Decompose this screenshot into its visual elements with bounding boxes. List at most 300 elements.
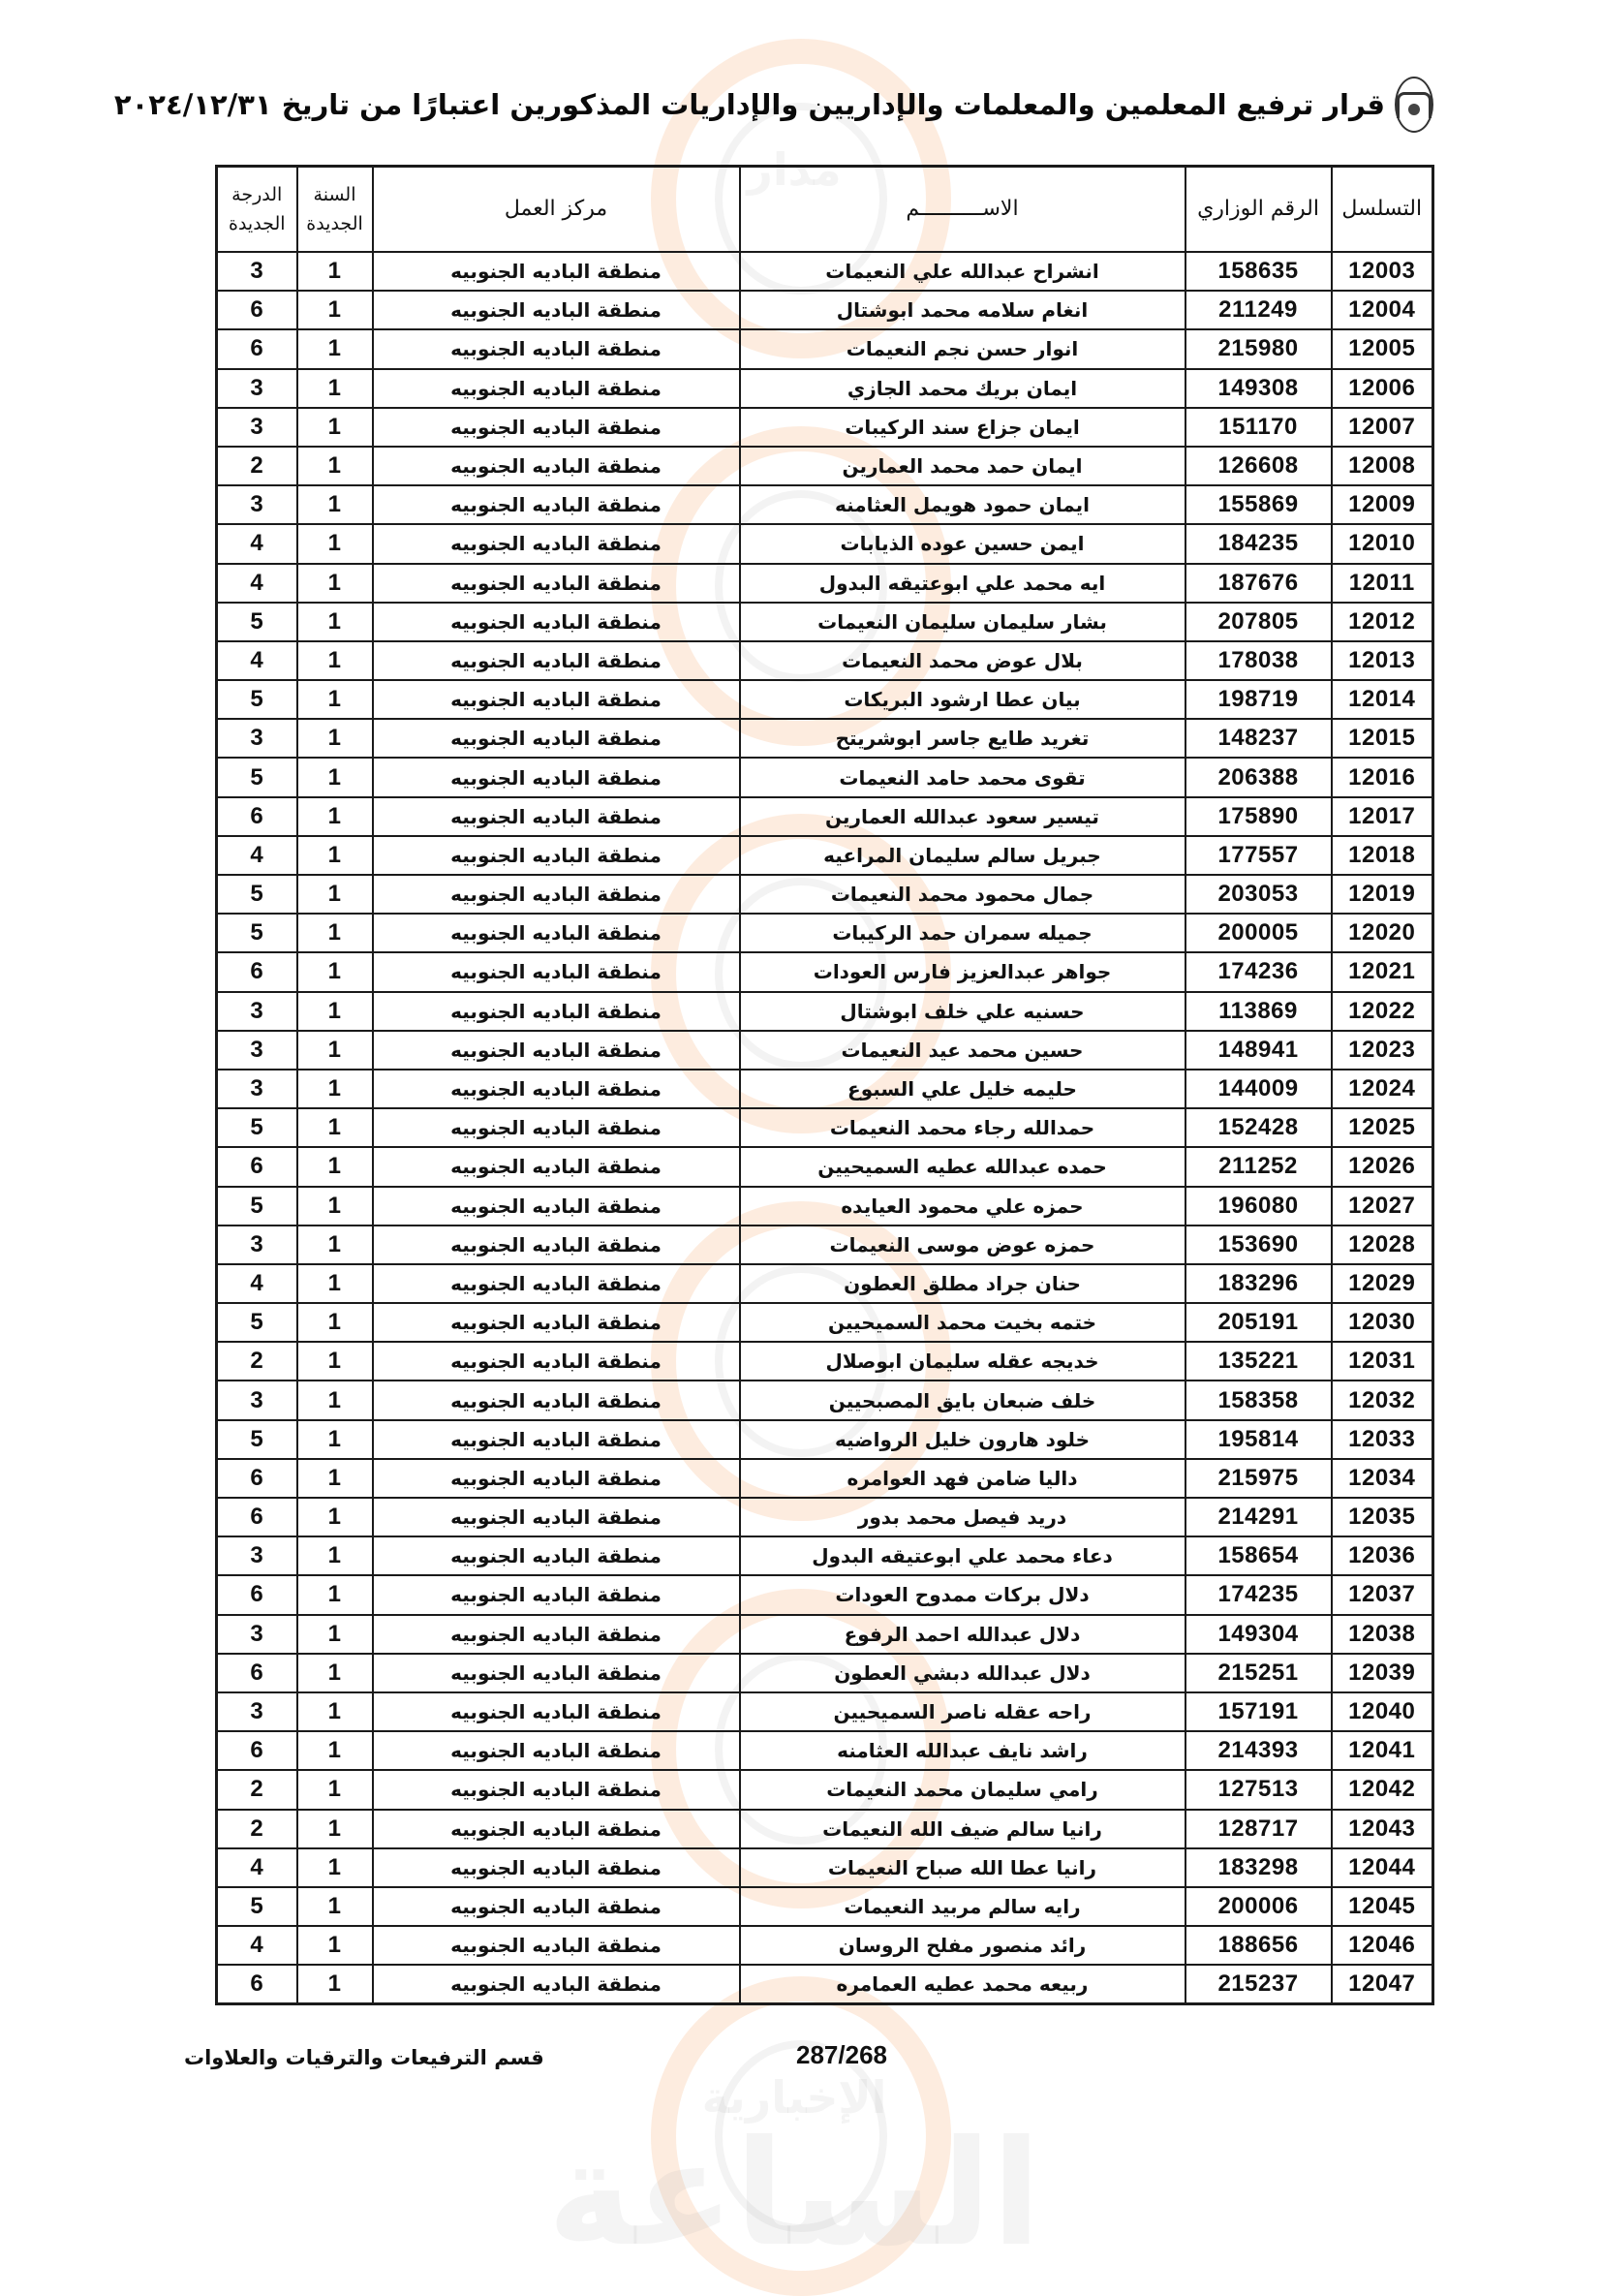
cell-name: رامي سليمان محمد النعيمات — [740, 1770, 1185, 1809]
column-header-new-year: السنة الجديدة — [297, 167, 373, 253]
cell-serial: 12045 — [1332, 1887, 1433, 1926]
cell-work-center: منطقة الباديه الجنوبيه — [373, 564, 740, 603]
cell-work-center: منطقة الباديه الجنوبيه — [373, 329, 740, 368]
cell-new-year: 1 — [297, 524, 373, 563]
department-name: قسم الترفيعات والترقيات والعلاوات — [184, 2046, 544, 2069]
cell-work-center: منطقة الباديه الجنوبيه — [373, 408, 740, 447]
cell-serial: 12040 — [1332, 1692, 1433, 1731]
cell-name: بشار سليمان سليمان النعيمات — [740, 603, 1185, 641]
table-row — [217, 1226, 1433, 1264]
cell-name: حسنيه علي خلف ابوشتال — [740, 992, 1185, 1031]
table-row — [217, 1342, 1433, 1381]
cell-ministry-number: 113869 — [1185, 992, 1332, 1031]
cell-new-year: 1 — [297, 1692, 373, 1731]
cell-work-center: منطقة الباديه الجنوبيه — [373, 1887, 740, 1926]
cell-name: ايه محمد علي ابوعتيقه البدول — [740, 564, 1185, 603]
cell-work-center: منطقة الباديه الجنوبيه — [373, 875, 740, 914]
cell-serial: 12012 — [1332, 603, 1433, 641]
table-row — [217, 564, 1433, 603]
cell-ministry-number: 148941 — [1185, 1031, 1332, 1070]
cell-ministry-number: 177557 — [1185, 836, 1332, 875]
cell-work-center: منطقة الباديه الجنوبيه — [373, 1342, 740, 1381]
cell-serial: 12029 — [1332, 1264, 1433, 1303]
cell-new-grade: 4 — [217, 1848, 297, 1887]
table-row — [217, 369, 1433, 408]
cell-new-grade: 5 — [217, 758, 297, 796]
cell-name: انشراح عبدالله علي النعيمات — [740, 252, 1185, 291]
promotions-table-wrapper — [215, 165, 1432, 2005]
cell-ministry-number: 158654 — [1185, 1536, 1332, 1575]
column-header-ministry-number: الرقم الوزاري — [1185, 167, 1332, 253]
cell-new-grade: 3 — [217, 408, 297, 447]
cell-new-grade: 3 — [217, 992, 297, 1031]
cell-ministry-number: 158635 — [1185, 252, 1332, 291]
cell-work-center: منطقة الباديه الجنوبيه — [373, 719, 740, 758]
cell-new-year: 1 — [297, 641, 373, 680]
cell-new-year: 1 — [297, 1459, 373, 1498]
cell-work-center: منطقة الباديه الجنوبيه — [373, 1108, 740, 1147]
cell-serial: 12009 — [1332, 485, 1433, 524]
table-row — [217, 914, 1433, 952]
cell-new-grade: 3 — [217, 1536, 297, 1575]
cell-name: حمزه علي محمود العيايده — [740, 1187, 1185, 1226]
cell-name: راحه عقله ناصر السميحيين — [740, 1692, 1185, 1731]
cell-new-year: 1 — [297, 1031, 373, 1070]
cell-new-year: 1 — [297, 291, 373, 329]
cell-new-year: 1 — [297, 1536, 373, 1575]
cell-serial: 12005 — [1332, 329, 1433, 368]
cell-serial: 12007 — [1332, 408, 1433, 447]
cell-ministry-number: 206388 — [1185, 758, 1332, 796]
table-row — [217, 1459, 1433, 1498]
cell-serial: 12033 — [1332, 1420, 1433, 1459]
cell-new-grade: 5 — [217, 1420, 297, 1459]
cell-ministry-number: 200006 — [1185, 1887, 1332, 1926]
cell-work-center: منطقة الباديه الجنوبيه — [373, 1965, 740, 2004]
cell-new-year: 1 — [297, 1226, 373, 1264]
cell-new-grade: 4 — [217, 641, 297, 680]
cell-serial: 12004 — [1332, 291, 1433, 329]
cell-new-grade: 3 — [217, 1692, 297, 1731]
cell-new-year: 1 — [297, 1770, 373, 1809]
cell-name: حمدالله رجاء محمد النعيمات — [740, 1108, 1185, 1147]
column-header-name: الاســــــــــم — [740, 167, 1185, 253]
table-row — [217, 1848, 1433, 1887]
cell-work-center: منطقة الباديه الجنوبيه — [373, 1147, 740, 1186]
cell-new-year: 1 — [297, 408, 373, 447]
cell-new-year: 1 — [297, 1187, 373, 1226]
cell-work-center: منطقة الباديه الجنوبيه — [373, 797, 740, 836]
cell-work-center: منطقة الباديه الجنوبيه — [373, 1226, 740, 1264]
cell-ministry-number: 215237 — [1185, 1965, 1332, 2004]
document-footer — [184, 2040, 1153, 2085]
cell-name: انغام سلامه محمد ابوشتال — [740, 291, 1185, 329]
cell-new-year: 1 — [297, 1731, 373, 1770]
cell-new-grade: 6 — [217, 1147, 297, 1186]
cell-name: خلف ضبعان بايق المصبحيين — [740, 1381, 1185, 1419]
cell-new-grade: 2 — [217, 447, 297, 485]
watermark-clock-icon — [651, 1976, 951, 2296]
cell-new-grade: 5 — [217, 875, 297, 914]
cell-work-center: منطقة الباديه الجنوبيه — [373, 1615, 740, 1654]
table-row — [217, 1420, 1433, 1459]
cell-ministry-number: 214393 — [1185, 1731, 1332, 1770]
table-row — [217, 1615, 1433, 1654]
cell-name: دعاء محمد علي ابوعتيقه البدول — [740, 1536, 1185, 1575]
table-header-row — [217, 167, 1433, 253]
cell-ministry-number: 151170 — [1185, 408, 1332, 447]
table-row — [217, 1264, 1433, 1303]
cell-name: ختمه بخيت محمد السميحيين — [740, 1303, 1185, 1342]
cell-ministry-number: 183298 — [1185, 1848, 1332, 1887]
cell-ministry-number: 188656 — [1185, 1926, 1332, 1965]
cell-name: جبريل سالم سليمان المراعيه — [740, 836, 1185, 875]
cell-work-center: منطقة الباديه الجنوبيه — [373, 1848, 740, 1887]
cell-serial: 12022 — [1332, 992, 1433, 1031]
cell-serial: 12006 — [1332, 369, 1433, 408]
cell-new-grade: 3 — [217, 1070, 297, 1108]
column-header-serial: التسلسل — [1332, 167, 1433, 253]
cell-work-center: منطقة الباديه الجنوبيه — [373, 447, 740, 485]
cell-new-grade: 6 — [217, 1498, 297, 1536]
table-row — [217, 719, 1433, 758]
cell-serial: 12003 — [1332, 252, 1433, 291]
cell-new-year: 1 — [297, 1303, 373, 1342]
cell-serial: 12046 — [1332, 1926, 1433, 1965]
cell-work-center: منطقة الباديه الجنوبيه — [373, 485, 740, 524]
cell-new-grade: 3 — [217, 369, 297, 408]
cell-name: انوار حسن نجم النعيمات — [740, 329, 1185, 368]
cell-name: بلال عوض محمد النعيمات — [740, 641, 1185, 680]
cell-serial: 12035 — [1332, 1498, 1433, 1536]
cell-ministry-number: 126608 — [1185, 447, 1332, 485]
cell-name: دلال بركات ممدوح العودات — [740, 1575, 1185, 1614]
table-row — [217, 329, 1433, 368]
cell-serial: 12018 — [1332, 836, 1433, 875]
cell-serial: 12013 — [1332, 641, 1433, 680]
cell-new-year: 1 — [297, 252, 373, 291]
cell-work-center: منطقة الباديه الجنوبيه — [373, 1031, 740, 1070]
cell-new-grade: 4 — [217, 524, 297, 563]
cell-ministry-number: 127513 — [1185, 1770, 1332, 1809]
table-body — [217, 252, 1433, 2004]
cell-serial: 12011 — [1332, 564, 1433, 603]
cell-ministry-number: 149304 — [1185, 1615, 1332, 1654]
cell-ministry-number: 200005 — [1185, 914, 1332, 952]
cell-work-center: منطقة الباديه الجنوبيه — [373, 603, 740, 641]
cell-new-grade: 3 — [217, 1615, 297, 1654]
cell-serial: 12034 — [1332, 1459, 1433, 1498]
cell-name: تغريد طايع جاسر ابوشريتح — [740, 719, 1185, 758]
cell-name: رانيا عطا الله صباح النعيمات — [740, 1848, 1185, 1887]
cell-work-center: منطقة الباديه الجنوبيه — [373, 914, 740, 952]
cell-new-grade: 5 — [217, 603, 297, 641]
table-row — [217, 1770, 1433, 1809]
cell-new-grade: 5 — [217, 1303, 297, 1342]
cell-work-center: منطقة الباديه الجنوبيه — [373, 1264, 740, 1303]
cell-new-year: 1 — [297, 758, 373, 796]
cell-serial: 12041 — [1332, 1731, 1433, 1770]
cell-name: رايه سالم مربيد النعيمات — [740, 1887, 1185, 1926]
cell-new-year: 1 — [297, 836, 373, 875]
table-row — [217, 641, 1433, 680]
cell-serial: 12024 — [1332, 1070, 1433, 1108]
cell-work-center: منطقة الباديه الجنوبيه — [373, 992, 740, 1031]
cell-new-year: 1 — [297, 329, 373, 368]
cell-work-center: منطقة الباديه الجنوبيه — [373, 1420, 740, 1459]
cell-work-center: منطقة الباديه الجنوبيه — [373, 1810, 740, 1848]
table-row — [217, 1536, 1433, 1575]
cell-work-center: منطقة الباديه الجنوبيه — [373, 291, 740, 329]
cell-new-year: 1 — [297, 719, 373, 758]
page-number: 287/268 — [796, 2040, 887, 2069]
cell-name: ايمان حمد محمد العمارين — [740, 447, 1185, 485]
cell-new-year: 1 — [297, 992, 373, 1031]
cell-ministry-number: 155869 — [1185, 485, 1332, 524]
cell-serial: 12016 — [1332, 758, 1433, 796]
cell-ministry-number: 211252 — [1185, 1147, 1332, 1186]
cell-work-center: منطقة الباديه الجنوبيه — [373, 1498, 740, 1536]
cell-name: خلود هارون خليل الرواضيه — [740, 1420, 1185, 1459]
cell-serial: 12036 — [1332, 1536, 1433, 1575]
table-row — [217, 680, 1433, 719]
cell-name: دلال عبدالله احمد الرفوع — [740, 1615, 1185, 1654]
cell-ministry-number: 215251 — [1185, 1654, 1332, 1692]
cell-ministry-number: 174236 — [1185, 952, 1332, 991]
watermark-text: مدار — [747, 143, 842, 196]
cell-new-year: 1 — [297, 1654, 373, 1692]
cell-serial: 12043 — [1332, 1810, 1433, 1848]
cell-ministry-number: 207805 — [1185, 603, 1332, 641]
cell-new-grade: 3 — [217, 1381, 297, 1419]
cell-serial: 12025 — [1332, 1108, 1433, 1147]
cell-new-year: 1 — [297, 680, 373, 719]
cell-new-year: 1 — [297, 1926, 373, 1965]
cell-work-center: منطقة الباديه الجنوبيه — [373, 1926, 740, 1965]
cell-name: حمزه عوض موسى النعيمات — [740, 1226, 1185, 1264]
cell-ministry-number: 196080 — [1185, 1187, 1332, 1226]
cell-ministry-number: 178038 — [1185, 641, 1332, 680]
cell-new-year: 1 — [297, 1965, 373, 2004]
cell-new-grade: 5 — [217, 680, 297, 719]
cell-new-year: 1 — [297, 952, 373, 991]
cell-ministry-number: 158358 — [1185, 1381, 1332, 1419]
table-row — [217, 1031, 1433, 1070]
table-row — [217, 836, 1433, 875]
cell-new-grade: 5 — [217, 914, 297, 952]
table-row — [217, 1926, 1433, 1965]
cell-ministry-number: 205191 — [1185, 1303, 1332, 1342]
cell-name: حمده عبدالله عطيه السميحيين — [740, 1147, 1185, 1186]
cell-new-year: 1 — [297, 1420, 373, 1459]
cell-name: ايمن حسين عوده الذيابات — [740, 524, 1185, 563]
table-row — [217, 524, 1433, 563]
cell-new-grade: 3 — [217, 485, 297, 524]
table-row — [217, 1575, 1433, 1614]
cell-new-year: 1 — [297, 447, 373, 485]
cell-serial: 12039 — [1332, 1654, 1433, 1692]
cell-new-grade: 5 — [217, 1887, 297, 1926]
cell-new-year: 1 — [297, 369, 373, 408]
cell-new-year: 1 — [297, 1070, 373, 1108]
cell-new-year: 1 — [297, 875, 373, 914]
cell-ministry-number: 128717 — [1185, 1810, 1332, 1848]
cell-new-grade: 6 — [217, 797, 297, 836]
cell-new-grade: 4 — [217, 1264, 297, 1303]
table-row — [217, 1108, 1433, 1147]
cell-work-center: منطقة الباديه الجنوبيه — [373, 680, 740, 719]
cell-new-year: 1 — [297, 1342, 373, 1381]
cell-name: داليا ضامن فهد العوامره — [740, 1459, 1185, 1498]
cell-work-center: منطقة الباديه الجنوبيه — [373, 1303, 740, 1342]
cell-work-center: منطقة الباديه الجنوبيه — [373, 836, 740, 875]
table-row — [217, 485, 1433, 524]
cell-serial: 12026 — [1332, 1147, 1433, 1186]
cell-serial: 12017 — [1332, 797, 1433, 836]
cell-serial: 12042 — [1332, 1770, 1433, 1809]
cell-name: تيسير سعود عبدالله العمارين — [740, 797, 1185, 836]
cell-serial: 12028 — [1332, 1226, 1433, 1264]
cell-ministry-number: 214291 — [1185, 1498, 1332, 1536]
cell-new-year: 1 — [297, 1381, 373, 1419]
cell-name: بيان عطا ارشود البريكات — [740, 680, 1185, 719]
cell-name: راشد نايف عبدالله العثامنه — [740, 1731, 1185, 1770]
cell-ministry-number: 144009 — [1185, 1070, 1332, 1108]
cell-ministry-number: 198719 — [1185, 680, 1332, 719]
cell-new-grade: 2 — [217, 1810, 297, 1848]
cell-ministry-number: 153690 — [1185, 1226, 1332, 1264]
table-row — [217, 1654, 1433, 1692]
cell-work-center: منطقة الباديه الجنوبيه — [373, 252, 740, 291]
cell-new-grade: 4 — [217, 564, 297, 603]
cell-work-center: منطقة الباديه الجنوبيه — [373, 758, 740, 796]
cell-new-grade: 6 — [217, 1731, 297, 1770]
cell-serial: 12014 — [1332, 680, 1433, 719]
table-row — [217, 1965, 1433, 2004]
cell-work-center: منطقة الباديه الجنوبيه — [373, 1187, 740, 1226]
cell-name: حنان جراد مطلق العطون — [740, 1264, 1185, 1303]
cell-ministry-number: 175890 — [1185, 797, 1332, 836]
cell-new-year: 1 — [297, 485, 373, 524]
table-row — [217, 758, 1433, 796]
cell-name: جمال محمود محمد النعيمات — [740, 875, 1185, 914]
cell-new-grade: 6 — [217, 1965, 297, 2004]
cell-ministry-number: 211249 — [1185, 291, 1332, 329]
cell-work-center: منطقة الباديه الجنوبيه — [373, 1536, 740, 1575]
cell-new-year: 1 — [297, 1264, 373, 1303]
cell-serial: 12010 — [1332, 524, 1433, 563]
cell-ministry-number: 195814 — [1185, 1420, 1332, 1459]
cell-name: جواهر عبدالعزيز فارس العودات — [740, 952, 1185, 991]
table-row — [217, 1887, 1433, 1926]
cell-serial: 12030 — [1332, 1303, 1433, 1342]
cell-new-grade: 6 — [217, 952, 297, 991]
cell-name: ايمان جزاع سند الركيبات — [740, 408, 1185, 447]
cell-ministry-number: 152428 — [1185, 1108, 1332, 1147]
cell-name: ربيعه محمد عطيه العمامره — [740, 1965, 1185, 2004]
cell-new-year: 1 — [297, 1887, 373, 1926]
cell-serial: 12015 — [1332, 719, 1433, 758]
cell-serial: 12031 — [1332, 1342, 1433, 1381]
cell-name: ايمان حمود هويمل العثامنه — [740, 485, 1185, 524]
cell-ministry-number: 184235 — [1185, 524, 1332, 563]
cell-new-grade: 6 — [217, 1459, 297, 1498]
cell-serial: 12023 — [1332, 1031, 1433, 1070]
cell-work-center: منطقة الباديه الجنوبيه — [373, 952, 740, 991]
cell-serial: 12032 — [1332, 1381, 1433, 1419]
cell-serial: 12027 — [1332, 1187, 1433, 1226]
cell-ministry-number: 174235 — [1185, 1575, 1332, 1614]
table-row — [217, 603, 1433, 641]
table-row — [217, 447, 1433, 485]
cell-new-grade: 5 — [217, 1187, 297, 1226]
cell-serial: 12008 — [1332, 447, 1433, 485]
cell-new-year: 1 — [297, 1147, 373, 1186]
cell-serial: 12019 — [1332, 875, 1433, 914]
cell-work-center: منطقة الباديه الجنوبيه — [373, 369, 740, 408]
cell-new-grade: 2 — [217, 1342, 297, 1381]
cell-new-grade: 3 — [217, 1031, 297, 1070]
cell-work-center: منطقة الباديه الجنوبيه — [373, 1381, 740, 1419]
table-row — [217, 992, 1433, 1031]
cell-work-center: منطقة الباديه الجنوبيه — [373, 1692, 740, 1731]
table-row — [217, 1070, 1433, 1108]
cell-new-grade: 3 — [217, 252, 297, 291]
ministry-emblem-icon — [1395, 77, 1433, 133]
cell-ministry-number: 215975 — [1185, 1459, 1332, 1498]
table-row — [217, 291, 1433, 329]
table-row — [217, 952, 1433, 991]
cell-new-year: 1 — [297, 1615, 373, 1654]
table-row — [217, 1692, 1433, 1731]
cell-new-year: 1 — [297, 797, 373, 836]
cell-new-grade: 6 — [217, 291, 297, 329]
cell-name: دلال عبدالله دبشي العطون — [740, 1654, 1185, 1692]
cell-work-center: منطقة الباديه الجنوبيه — [373, 1770, 740, 1809]
table-row — [217, 1187, 1433, 1226]
cell-ministry-number: 187676 — [1185, 564, 1332, 603]
table-row — [217, 1381, 1433, 1419]
cell-serial: 12047 — [1332, 1965, 1433, 2004]
cell-ministry-number: 157191 — [1185, 1692, 1332, 1731]
table-row — [217, 1498, 1433, 1536]
table-row — [217, 1731, 1433, 1770]
cell-new-year: 1 — [297, 564, 373, 603]
cell-work-center: منطقة الباديه الجنوبيه — [373, 1459, 740, 1498]
column-header-work-center: مركز العمل — [373, 167, 740, 253]
column-header-new-grade: الدرجة الجديدة — [217, 167, 297, 253]
cell-new-year: 1 — [297, 603, 373, 641]
cell-ministry-number: 135221 — [1185, 1342, 1332, 1381]
cell-new-grade: 3 — [217, 719, 297, 758]
cell-serial: 12038 — [1332, 1615, 1433, 1654]
cell-new-grade: 4 — [217, 836, 297, 875]
cell-name: رائد منصور مفلح الروسان — [740, 1926, 1185, 1965]
cell-name: خديجه عقله سليمان ابوصلال — [740, 1342, 1185, 1381]
cell-serial: 12021 — [1332, 952, 1433, 991]
cell-work-center: منطقة الباديه الجنوبيه — [373, 641, 740, 680]
cell-new-year: 1 — [297, 1575, 373, 1614]
cell-new-grade: 6 — [217, 1575, 297, 1614]
cell-new-year: 1 — [297, 1848, 373, 1887]
table-row — [217, 875, 1433, 914]
watermark-text: الإخبارية الساعة — [546, 2071, 1042, 2279]
cell-name: ايمان بريك محمد الجازي — [740, 369, 1185, 408]
cell-name: رانيا سالم ضيف الله النعيمات — [740, 1810, 1185, 1848]
cell-ministry-number: 215980 — [1185, 329, 1332, 368]
cell-work-center: منطقة الباديه الجنوبيه — [373, 1575, 740, 1614]
cell-ministry-number: 149308 — [1185, 369, 1332, 408]
